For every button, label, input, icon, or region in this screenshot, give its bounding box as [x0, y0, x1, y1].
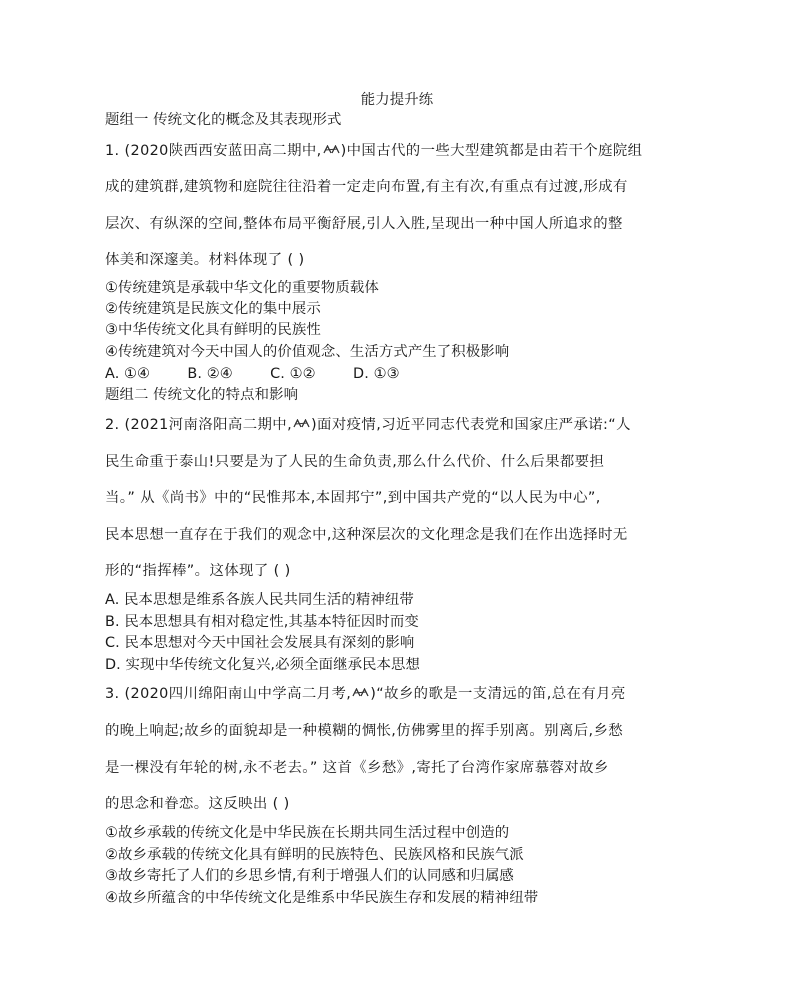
difficulty-star-icon	[323, 145, 340, 154]
question-2-option-a: A. 民本思想是维系各族人民共同生活的精神纽带	[105, 592, 414, 608]
question-1-line-4: 体美和深邃美。材料体现了 ( )	[105, 252, 305, 268]
question-2-line-5: 形的“指挥棒”。这体现了 ( )	[105, 563, 291, 579]
question-1-option-3: ③中华传统文化具有鲜明的民族性	[105, 322, 321, 338]
question-1-option-2: ②传统建筑是民族文化的集中展示	[105, 301, 321, 317]
question-2-line-3: 当。” 从《尚书》中的“民惟邦本,本固邦宁”,到中国共产党的“以人民为中心”,	[105, 490, 601, 506]
group-heading-1: 题组一 传统文化的概念及其表现形式	[105, 112, 342, 128]
question-1-choices: A. ①④ B. ②④ C. ①② D. ①③	[105, 366, 400, 382]
group-heading-2: 题组二 传统文化的特点和影响	[105, 387, 299, 403]
question-3-option-1: ①故乡承载的传统文化是中华民族在长期共同生活过程中创造的	[105, 825, 510, 841]
question-3-line-2: 的晚上响起;故乡的面貌却是一种模糊的惆怅,仿佛雾里的挥手别离。别离后,乡愁	[105, 723, 624, 739]
question-3-line-3: 是一棵没有年轮的树,永不老去。” 这首《乡愁》,寄托了台湾作家席慕蓉对故乡	[105, 760, 609, 776]
question-1-line-1: 1. (2020陕西西安蓝田高二期中, )中国古代的一些大型建筑都是由若干个庭院组	[105, 143, 643, 159]
question-2-line-2: 民生命重于泰山!只要是为了人民的生命负责,那么什么代价、什么后果都要担	[105, 454, 605, 470]
page-title: 能力提升练	[360, 92, 434, 108]
question-2-option-d: D. 实现中华传统文化复兴,必须全面继承民本思想	[105, 657, 421, 673]
question-1-option-1: ①传统建筑是承载中华文化的重要物质载体	[105, 280, 379, 296]
question-1-line-3: 层次、有纵深的空间,整体布局平衡舒展,引人入胜,呈现出一种中国人所追求的整	[105, 216, 623, 232]
question-1-option-4: ④传统建筑对今天中国人的价值观念、生活方式产生了积极影响	[105, 344, 510, 360]
question-3-line-4: 的思念和眷恋。这反映出 ( )	[105, 796, 290, 812]
question-3-option-3: ③故乡寄托了人们的乡思乡情,有利于增强人们的认同感和归属感	[105, 868, 514, 884]
question-1-line-2: 成的建筑群,建筑物和庭院往往沿着一定走向布置,有主有次,有重点有过渡,形成有	[105, 179, 628, 195]
difficulty-star-icon	[352, 688, 369, 697]
question-3-option-2: ②故乡承载的传统文化具有鲜明的民族特色、民族风格和民族气派	[105, 847, 524, 863]
question-2-option-b: B. 民本思想具有相对稳定性,其基本特征因时而变	[105, 614, 419, 630]
question-2-option-c: C. 民本思想对今天中国社会发展具有深刻的影响	[105, 635, 415, 651]
question-2-line-1: 2. (2021河南洛阳高二期中, )面对疫情,习近平同志代表党和国家庄严承诺:“人	[105, 417, 631, 433]
difficulty-star-icon	[293, 419, 310, 428]
question-2-line-4: 民本思想一直存在于我们的观念中,这种深层次的文化理念是我们在作出选择时无	[105, 527, 628, 543]
question-3-line-1: 3. (2020四川绵阳南山中学高二月考, )“故乡的歌是一支清远的笛,总在有月亮	[105, 686, 626, 702]
question-3-option-4: ④故乡所蕴含的中华传统文化是维系中华民族生存和发展的精神纽带	[105, 890, 539, 906]
